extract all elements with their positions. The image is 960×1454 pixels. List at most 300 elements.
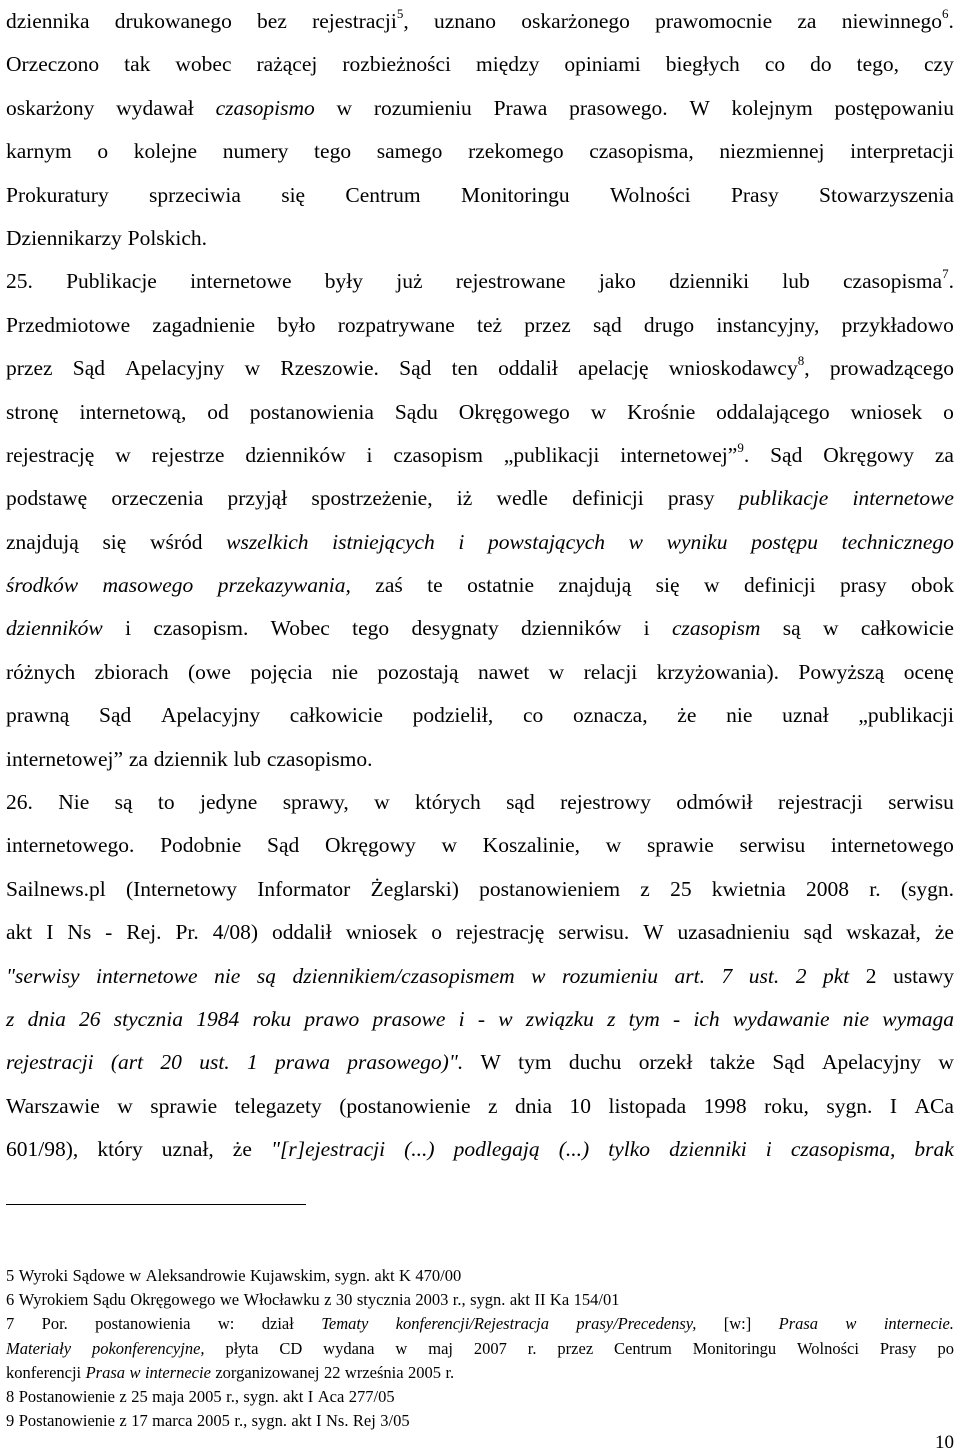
word: Rzeszowie. <box>280 356 379 381</box>
word: 8 <box>6 1386 15 1406</box>
word: jedyne <box>200 790 258 815</box>
footnote-ref: 5 <box>396 5 404 21</box>
word: lub <box>782 269 810 294</box>
word: za <box>797 9 817 33</box>
word: w <box>590 399 607 424</box>
word: pokonferencyjne, <box>91 1338 205 1358</box>
word: internetowej”$^9$. <box>620 439 750 467</box>
word: Wobec <box>270 616 330 641</box>
word: o <box>943 399 954 424</box>
word: oddalił <box>498 356 558 381</box>
word: Apelacyjny <box>125 356 225 381</box>
word: 26. <box>6 790 33 815</box>
word: roku, <box>764 1093 809 1118</box>
word: drugo <box>643 312 695 337</box>
word: prasowe <box>372 1006 446 1031</box>
word: przez <box>524 312 571 337</box>
word: Sąd <box>770 442 803 467</box>
word: 25 <box>131 1386 148 1406</box>
word: sygn. <box>251 1411 287 1431</box>
word: ustawy <box>893 963 954 988</box>
word: dziennikiem/czasopismem <box>292 963 515 988</box>
word: karnym <box>6 139 72 164</box>
word: nawet <box>477 659 530 684</box>
word: także <box>709 1050 756 1075</box>
word: w <box>117 1093 133 1118</box>
word: były <box>324 269 364 294</box>
word: wniosek <box>345 920 418 945</box>
word: obok <box>911 573 954 598</box>
word: czasopismo <box>215 95 315 120</box>
word: rejestracji <box>778 790 863 815</box>
text-line <box>6 738 954 781</box>
word: z <box>6 1006 15 1031</box>
text-line <box>6 651 954 694</box>
word: w <box>498 1006 513 1031</box>
word: internecie. <box>883 1314 954 1334</box>
word: iż <box>456 486 473 511</box>
word: są <box>256 963 276 988</box>
word: w <box>548 659 565 684</box>
word: I <box>316 1411 322 1431</box>
word: rozumieniu <box>373 95 472 120</box>
word: w <box>845 1314 857 1334</box>
word: bez <box>257 9 287 33</box>
word: akt <box>6 920 33 945</box>
word: i <box>458 1006 465 1031</box>
word: odmówił <box>676 790 753 815</box>
word: serwisu <box>739 833 806 858</box>
word: dziennik <box>153 746 228 771</box>
word: o <box>97 139 109 164</box>
word: prasy <box>667 486 715 511</box>
word: tego <box>352 616 390 641</box>
word: też <box>476 312 503 337</box>
word: rejestracji$^5$, <box>312 5 409 33</box>
word: i <box>125 616 132 641</box>
footnote-line <box>6 1385 954 1409</box>
word: oskarżony <box>6 95 95 120</box>
word: - <box>477 1006 485 1031</box>
word: (...) <box>558 1137 590 1162</box>
word: tak <box>124 52 151 77</box>
word: 2 <box>865 963 877 988</box>
text-line <box>6 43 954 86</box>
word: z <box>640 876 650 901</box>
word: sprzeciwia <box>149 182 241 207</box>
word: ten <box>451 356 478 381</box>
word: w <box>628 529 644 554</box>
word: w <box>129 1266 142 1285</box>
word: podzielił, <box>412 703 494 728</box>
word: dnia <box>515 1093 553 1118</box>
word: wobec <box>175 52 232 77</box>
word: apelację <box>578 356 649 381</box>
word: wśród <box>149 529 203 554</box>
word: „publikacji <box>503 442 600 467</box>
word: Podobnie <box>160 833 242 858</box>
word: rejestrowane <box>455 269 566 294</box>
word: 1998 <box>703 1093 747 1118</box>
word: 9 <box>6 1411 15 1431</box>
word: Żeglarski) <box>370 876 459 901</box>
text-line <box>6 1128 954 1171</box>
word: instancyjny, <box>716 312 820 337</box>
word: r. <box>869 876 881 901</box>
word: akt <box>374 1266 395 1285</box>
text-line <box>6 434 954 477</box>
word: prawną <box>6 703 70 728</box>
word: Okręgowy <box>823 442 914 467</box>
word: dziennika <box>6 9 90 33</box>
word: w <box>395 1338 408 1358</box>
text-line <box>6 130 954 173</box>
word: technicznego <box>841 529 954 554</box>
word: Apelacyjny <box>160 703 261 728</box>
word: postępu <box>751 529 819 554</box>
word: Materiały <box>6 1338 72 1358</box>
word: tylko <box>608 1137 651 1162</box>
word: stycznia <box>113 1006 184 1031</box>
footnote-line <box>6 1288 954 1312</box>
word: rejestrację <box>6 442 95 467</box>
footnotes <box>6 1264 954 1433</box>
word: Sądu <box>92 1290 126 1310</box>
word: z <box>119 1386 127 1406</box>
word: Wolności <box>797 1338 859 1358</box>
word: 2008 <box>806 876 850 901</box>
word: uznał <box>782 703 829 728</box>
word: Prokuratury <box>6 182 109 207</box>
footnote-ref: 6 <box>942 5 949 21</box>
word: - <box>672 1006 681 1031</box>
word: który <box>97 1137 143 1162</box>
text-line <box>6 607 954 650</box>
word: w <box>531 963 546 988</box>
word: dzienniki <box>669 1137 747 1162</box>
word: internetową, <box>79 399 187 424</box>
text-line <box>6 0 954 43</box>
word: i <box>366 442 373 467</box>
text-line <box>6 694 954 737</box>
word: orzeczenia <box>111 486 204 511</box>
word: dzienników <box>245 442 346 467</box>
word: zaś <box>375 573 403 598</box>
footnote-line <box>6 1337 954 1361</box>
word: nie <box>842 1006 870 1031</box>
word: 6 <box>6 1290 15 1310</box>
word: "serwisy <box>6 963 80 988</box>
word: i <box>643 616 650 641</box>
word: podstawę <box>6 486 88 511</box>
word: orzekł <box>638 1050 693 1075</box>
word: od <box>207 399 229 424</box>
word: I <box>307 1386 314 1406</box>
word: dzienniki <box>669 269 750 294</box>
word: Sąd <box>399 356 432 381</box>
word: Sąd <box>99 703 132 728</box>
text-line <box>6 955 954 998</box>
word: przez <box>6 356 53 381</box>
word: Publikacje <box>66 269 157 294</box>
word: w <box>244 356 261 381</box>
word: II <box>534 1290 546 1310</box>
word: krzyżowania). <box>656 659 780 684</box>
word: serwisu. <box>558 920 630 945</box>
word: których <box>415 790 481 815</box>
word: Prasa <box>778 1314 819 1334</box>
word: 5 <box>6 1266 15 1285</box>
word: we <box>219 1290 240 1310</box>
text-line <box>6 347 954 390</box>
word: akt <box>509 1290 531 1310</box>
word: "[r]ejestracji <box>270 1137 386 1162</box>
word: prasy/Precedensy, <box>576 1314 697 1334</box>
word: czasopisma, <box>790 1137 896 1162</box>
word: wymaga <box>882 1006 954 1031</box>
word: wniosek <box>850 399 923 424</box>
word: 2007 <box>473 1338 507 1358</box>
word: K <box>399 1266 411 1285</box>
word: r. <box>445 1362 455 1382</box>
word: w <box>336 95 353 120</box>
word: uznał, <box>161 1137 214 1162</box>
word: rozpatrywane <box>337 312 455 337</box>
word: sprawie <box>150 1093 218 1118</box>
word: przekazywania, <box>217 573 351 598</box>
word: przez <box>557 1338 594 1358</box>
word: Nie <box>58 790 90 815</box>
word: kolejne <box>133 139 198 164</box>
word: te <box>427 573 443 598</box>
word: w: <box>217 1314 235 1334</box>
word: Przedmiotowe <box>6 312 131 337</box>
word: uznano <box>433 9 497 33</box>
word: (art <box>110 1050 144 1075</box>
word: akt <box>291 1411 312 1431</box>
word: prowadzącego <box>829 356 954 381</box>
word: jako <box>598 269 636 294</box>
word: sąd <box>803 920 833 945</box>
text-line <box>6 781 954 824</box>
word: 2003 <box>415 1290 449 1310</box>
word: że <box>677 703 697 728</box>
word: postanowienia <box>95 1314 191 1334</box>
word: (owe <box>187 659 231 684</box>
text-line <box>6 998 954 1041</box>
footnote-line <box>6 1264 954 1288</box>
word: dzienników <box>6 616 103 641</box>
word: są <box>114 790 133 815</box>
word: Sąd <box>267 833 300 858</box>
word: roku <box>252 1006 292 1031</box>
body-text <box>6 0 954 1172</box>
word: W <box>643 920 664 945</box>
word: Okręgowy <box>324 833 416 858</box>
word: się <box>655 573 680 598</box>
word: Wyrokiem <box>18 1290 89 1310</box>
word: r. <box>527 1338 537 1358</box>
word: września <box>344 1362 404 1382</box>
word: internetowe <box>190 269 292 294</box>
word: za <box>934 442 954 467</box>
word: 7 <box>721 963 733 988</box>
word: oddalającego <box>716 399 830 424</box>
word: Polskich. <box>127 225 208 250</box>
word: prasy <box>840 573 887 598</box>
word: definicji <box>572 486 644 511</box>
word: wedle <box>496 486 548 511</box>
word: internetowej” <box>6 746 124 771</box>
word: ust. <box>748 963 780 988</box>
word: rażącej <box>256 52 318 77</box>
word: definicji <box>743 573 816 598</box>
word: interpretacji <box>850 139 954 164</box>
word: po <box>937 1338 954 1358</box>
word: rzekomego <box>468 139 564 164</box>
word: Orzeczono <box>6 52 100 77</box>
word: Postanowienie <box>18 1411 115 1431</box>
word: relacji <box>583 659 638 684</box>
word: pkt <box>823 963 850 988</box>
word: wskazał, <box>846 920 921 945</box>
word: 154/01 <box>573 1290 620 1310</box>
word: kwietnia <box>711 876 786 901</box>
word: w <box>441 833 457 858</box>
word: z <box>119 1411 127 1431</box>
word: niezmiennej <box>719 139 825 164</box>
word: publikacje <box>738 486 829 511</box>
word: 22 <box>323 1362 341 1382</box>
text-line <box>6 87 954 130</box>
word: uzasadnieniu <box>677 920 790 945</box>
word: 1984 <box>196 1006 240 1031</box>
word: r., <box>234 1411 248 1431</box>
word: duchu <box>568 1050 622 1075</box>
word: (Internetowy <box>125 876 237 901</box>
word: rozbieżności <box>342 52 452 77</box>
word: w <box>822 616 839 641</box>
word: tym <box>628 1006 660 1031</box>
text-line <box>6 174 954 217</box>
word: przykładowo <box>841 312 954 337</box>
word: z <box>607 1006 616 1031</box>
word: czasopismo. <box>266 746 373 771</box>
word: 2005 <box>188 1386 222 1406</box>
word: biegłych <box>665 52 740 77</box>
word: ACa <box>914 1093 954 1118</box>
word: związku <box>525 1006 594 1031</box>
word: postępowaniu <box>834 95 954 120</box>
word: ust. <box>199 1050 230 1075</box>
word: art. <box>674 963 705 988</box>
word: Pr. <box>175 920 199 945</box>
word: (postanowienie <box>339 1093 471 1118</box>
word: 25 <box>670 876 692 901</box>
word: oddalił <box>272 920 332 945</box>
word: się <box>102 529 127 554</box>
word: - <box>105 920 113 945</box>
footnote-line <box>6 1361 954 1385</box>
word: Prasa <box>85 1362 126 1382</box>
word: że <box>934 920 954 945</box>
word: podlegają <box>453 1137 540 1162</box>
word: czasopism. <box>153 616 249 641</box>
word: Sąd <box>72 356 106 381</box>
word: Koszalinie, <box>482 833 580 858</box>
word: w <box>374 790 390 815</box>
word: stronę <box>6 399 59 424</box>
word: 2 <box>795 963 807 988</box>
text-line <box>6 260 954 303</box>
word: ocenę <box>903 659 954 684</box>
word: Informator <box>257 876 351 901</box>
word: kolejnym <box>731 95 813 120</box>
word: Okręgowego <box>458 399 570 424</box>
word: zagadnienie <box>152 312 256 337</box>
word: rejestrację <box>455 920 545 945</box>
text-line <box>6 564 954 607</box>
word: między <box>476 52 540 77</box>
word: tego, <box>856 52 900 77</box>
word: desygnaty <box>411 616 499 641</box>
text-line <box>6 1041 954 1084</box>
word: pozostają <box>377 659 459 684</box>
word: że <box>232 1137 252 1162</box>
word: internetowego. <box>6 833 135 858</box>
word: telegazety <box>234 1093 322 1118</box>
word: Monitoringu <box>460 182 570 207</box>
word: rozumieniu <box>562 963 658 988</box>
word: sygn. <box>826 1093 873 1118</box>
word: całkowicie <box>289 703 383 728</box>
word: Warszawie <box>6 1093 100 1118</box>
word: samego <box>376 139 443 164</box>
word: oskarżonego <box>521 9 630 33</box>
word: Wyroki <box>18 1266 69 1285</box>
word: opiniami <box>564 52 641 77</box>
word: Ns. <box>325 1411 349 1431</box>
word: Kujawskim, <box>250 1266 331 1285</box>
word: 25. <box>6 269 33 294</box>
word: wyniku <box>666 529 728 554</box>
word: brak <box>914 1137 954 1162</box>
footnote-line <box>6 1312 954 1336</box>
word: CD <box>279 1338 303 1358</box>
word: maj <box>428 1338 453 1358</box>
word: sygn. <box>470 1290 506 1310</box>
word: Ns <box>67 920 92 945</box>
text-line <box>6 304 954 347</box>
word: do <box>810 52 832 77</box>
word: niewinnego$^6$. <box>841 5 954 33</box>
word: 30 <box>335 1290 353 1310</box>
text-line <box>6 911 954 954</box>
word: Rej. <box>126 920 162 945</box>
word: 470/00 <box>415 1266 462 1285</box>
word: istniejących <box>332 529 435 554</box>
word: I <box>46 920 54 945</box>
word: Krośnie <box>627 399 696 424</box>
word: dnia <box>27 1006 66 1031</box>
word: 277/05 <box>348 1386 395 1406</box>
text-line <box>6 217 954 260</box>
word: rejestrowy <box>560 790 651 815</box>
word: 17 <box>131 1411 148 1431</box>
word: oznacza, <box>572 703 648 728</box>
word: (sygn. <box>900 876 954 901</box>
word: konferencji <box>6 1362 82 1382</box>
